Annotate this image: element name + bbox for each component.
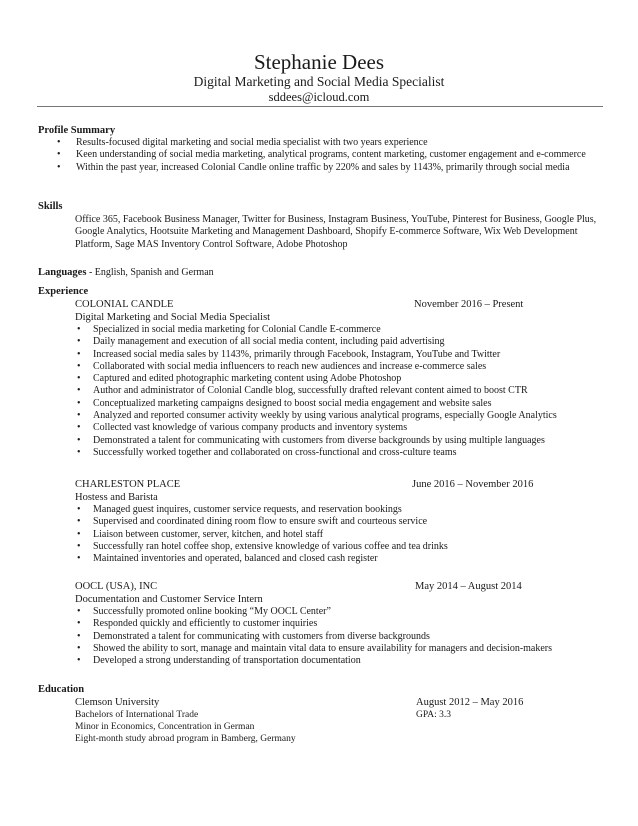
- profile-summary-section: [38, 124, 604, 174]
- list-item: • Maintained inventories and operated, balanced and closed cash register: [77, 553, 378, 565]
- education-heading: Education: [38, 684, 85, 695]
- minor: Minor in Economics, Concentration in German: [75, 722, 255, 732]
- bullet-icon: •: [77, 528, 81, 540]
- education-entry: [75, 696, 605, 745]
- languages-heading: Languages: [38, 267, 87, 278]
- list-item: • Collected vast knowledge of various company products and inventory systems: [77, 422, 408, 434]
- list-item: • Results-focused digital marketing and social media specialist with two years experience: [57, 137, 428, 148]
- job-bullets: [75, 606, 605, 667]
- skills-text: Office 365, Facebook Business Manager, Twitter for Business, Instagram Business, YouTube, Pinterest for Business, Google Plus, Google Analytics, Hootsuite Marketing and Management Dashboard, Shopify E-commerce Software, Wix Web Development Platform, Sage MAS Inventory Control Software, Adobe Photoshop: [75, 214, 597, 250]
- study-abroad: Eight-month study abroad program in Bamberg, Germany: [75, 734, 296, 744]
- experience-heading: Experience: [38, 286, 89, 297]
- skills-section: [38, 200, 604, 251]
- list-item: • Demonstrated a talent for communicating with customers from diverse backgrounds: [77, 630, 430, 642]
- list-item: • Specialized in social media marketing for Colonial Candle E-commerce: [77, 324, 381, 335]
- list-item: • Within the past year, increased Colonial Candle online traffic by 220% and sales by 1143%, primarily through social media: [57, 161, 570, 173]
- bullet-icon: •: [77, 324, 81, 335]
- list-item: • Successfully promoted online booking “My OOCL Center”: [77, 606, 331, 617]
- bullet-icon: •: [77, 422, 81, 434]
- candidate-title: Digital Marketing and Social Media Specialist: [193, 74, 445, 89]
- job-company: CHARLESTON PLACE: [75, 479, 181, 490]
- bullet-icon: •: [77, 630, 81, 642]
- languages-section: [38, 262, 604, 280]
- education-section: [38, 683, 604, 696]
- job-dates: May 2014 – August 2014: [415, 581, 522, 592]
- bullet-icon: •: [77, 397, 81, 409]
- job-title: Hostess and Barista: [75, 492, 158, 503]
- bullet-icon: •: [57, 137, 61, 148]
- bullet-icon: •: [57, 149, 61, 161]
- bullet-icon: •: [77, 516, 81, 528]
- profile-summary-list: [38, 137, 604, 174]
- list-item: • Captured and edited photographic marketing content using Adobe Photoshop: [77, 373, 402, 385]
- bullet-icon: •: [77, 553, 81, 565]
- list-item: • Demonstrated a talent for communicating with customers from diverse backgrounds by using multiple languages: [77, 434, 545, 446]
- list-item: • Supervised and coordinated dining room flow to ensure swift and courteous service: [77, 516, 428, 528]
- bullet-icon: •: [77, 540, 81, 552]
- job-bullets: [75, 324, 605, 459]
- list-item: • Managed guest inquires, customer service requests, and reservation bookings: [77, 504, 402, 515]
- degree: Bachelors of International Trade: [75, 710, 199, 720]
- bullet-icon: •: [57, 161, 61, 173]
- job-charleston-place: [75, 478, 605, 565]
- profile-summary-heading: Profile Summary: [38, 125, 116, 136]
- list-item: • Conceptualized marketing campaigns designed to boost social media engagement and website sales: [77, 397, 492, 409]
- bullet-icon: •: [77, 410, 81, 422]
- bullet-icon: •: [77, 618, 81, 630]
- list-item: • Keen understanding of social media marketing, analytical programs, content marketing, customer engagement and e-commerce: [57, 149, 586, 161]
- job-company: OOCL (USA), INC: [75, 581, 158, 592]
- skills-heading: Skills: [38, 201, 63, 212]
- bullet-icon: •: [77, 336, 81, 348]
- list-item: • Liaison between customer, server, kitchen, and hotel staff: [77, 528, 324, 540]
- job-dates: November 2016 – Present: [414, 299, 524, 310]
- header-divider: [37, 106, 603, 107]
- school-name: Clemson University: [75, 697, 160, 708]
- list-item: • Collaborated with social media influencers to reach new audiences and increase e-commerce sales: [77, 360, 487, 372]
- candidate-name: Stephanie Dees: [253, 50, 385, 74]
- list-item: • Author and administrator of Colonial Candle blog, successfully drafted relevant content aimed to boost CTR: [77, 385, 528, 397]
- languages-text: - English, Spanish and German: [86, 267, 214, 278]
- job-colonial-candle: [75, 298, 605, 459]
- bullet-icon: •: [77, 606, 81, 617]
- list-item: • Successfully worked together and collaborated on cross-functional and cross-culture teams: [77, 446, 457, 458]
- bullet-icon: •: [77, 360, 81, 372]
- bullet-icon: •: [77, 655, 81, 667]
- job-oocl: [75, 580, 605, 667]
- bullet-icon: •: [77, 446, 81, 458]
- candidate-email: sddees@icloud.com: [268, 90, 370, 104]
- job-title: Documentation and Customer Service Intern: [75, 594, 263, 605]
- list-item: • Increased social media sales by 1143%, primarily through Facebook, Instagram, YouTube and Twitter: [77, 348, 501, 360]
- list-item: • Daily management and execution of all social media content, including paid advertising: [77, 336, 445, 348]
- education-dates: August 2012 – May 2016: [416, 697, 524, 708]
- bullet-icon: •: [77, 385, 81, 397]
- bullet-icon: •: [77, 504, 81, 515]
- list-item: • Developed a strong understanding of transportation documentation: [77, 655, 361, 667]
- bullet-icon: •: [77, 434, 81, 446]
- list-item: • Successfully ran hotel coffee shop, extensive knowledge of various coffee and tea drinks: [77, 540, 448, 552]
- list-item: • Analyzed and reported consumer activity weekly by using various analytical programs, especially Google Analytics: [77, 410, 557, 422]
- bullet-icon: •: [77, 373, 81, 385]
- bullet-icon: •: [77, 348, 81, 360]
- experience-section: [38, 285, 604, 298]
- list-item: • Showed the ability to sort, manage and maintain vital data to ensure availability for managers and decision-makers: [77, 642, 553, 654]
- job-company: COLONIAL CANDLE: [75, 299, 174, 310]
- list-item: • Responded quickly and efficiently to customer inquiries: [77, 618, 318, 630]
- job-dates: June 2016 – November 2016: [412, 479, 534, 490]
- bullet-icon: •: [77, 642, 81, 654]
- job-title: Digital Marketing and Social Media Specialist: [75, 312, 271, 323]
- resume-header: [0, 50, 638, 105]
- job-bullets: [75, 504, 605, 565]
- gpa: GPA: 3.3: [416, 710, 452, 720]
